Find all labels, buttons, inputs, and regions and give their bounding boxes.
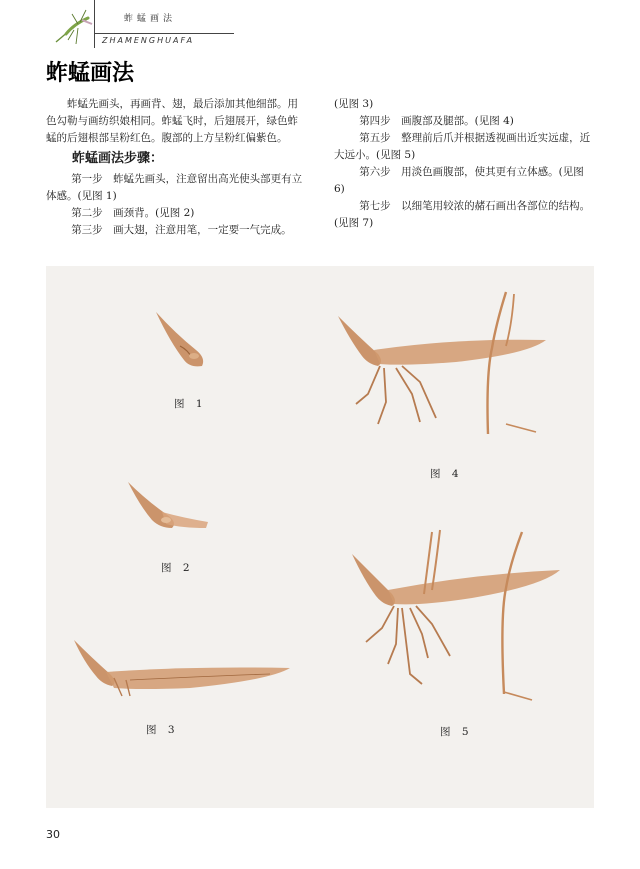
figure-3-caption: 图 3: [146, 724, 179, 736]
steps-heading: 蚱蜢画法步骤：: [72, 151, 164, 166]
figure-4-painting: [316, 284, 556, 444]
header-title-pinyin: ZHAMENGHUAFA: [102, 36, 195, 45]
step-2: 第二步 画颈背。(见图 2): [71, 207, 195, 219]
figure-4-caption: 图 4: [430, 468, 463, 480]
figure-5-painting: [332, 524, 572, 704]
intro-paragraph: 蚱蜢先画头，再画背、翅，最后添加其他细部。用色勾勒与画纺织娘相同。蚱蜢飞时，后翅展开，绿色蚱蜢的后翅根部呈粉红色。腹部的上方呈粉红偏紫色。: [46, 98, 298, 144]
step-1: 第一步 蚱蜢先画头，注意留出高光使头部更有立体感。(见图 1): [46, 173, 303, 202]
grasshopper-sketch-icon: [52, 6, 96, 50]
figure-3-painting: [70, 636, 294, 698]
figure-panel: [46, 266, 594, 808]
figure-1-caption: 图 1: [174, 398, 207, 410]
figure-2-caption: 图 2: [161, 562, 194, 574]
step-5: 第五步 整理前后爪并根据透视画出近实远虚，近大远小。(见图 5): [334, 132, 591, 161]
step-7: 第七步 以细笔用较浓的赭石画出各部位的结构。(见图 7): [334, 200, 591, 229]
header-divider-horizontal: [94, 33, 234, 34]
figure-2-painting: [122, 478, 212, 534]
page-number: 30: [46, 828, 60, 841]
step-6: 第六步 用淡色画腹部，使其更有立体感。(见图 6): [334, 166, 584, 195]
step-4: 第四步 画腹部及腿部。(见图 4): [359, 115, 514, 127]
step-3-continuation: (见图 3): [334, 98, 374, 110]
header-divider-vertical: [94, 0, 95, 48]
figure-1-painting: [146, 306, 216, 376]
header-title-cn: 蚱蜢画法: [124, 14, 177, 24]
text-column-right: [334, 96, 596, 232]
text-column-left: [46, 96, 308, 239]
step-3: 第三步 画大翅，注意用笔，一定要一气完成。: [71, 224, 292, 236]
page-title: 蚱蜢画法: [46, 61, 135, 86]
figure-5-caption: 图 5: [440, 726, 473, 738]
